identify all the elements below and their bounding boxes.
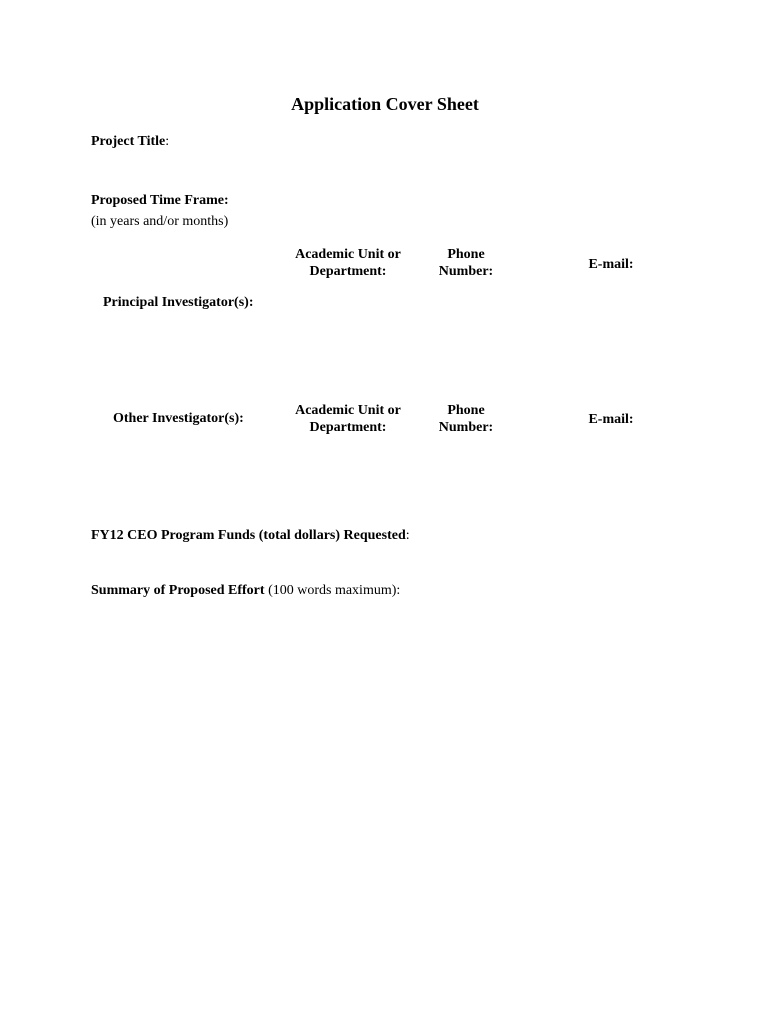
project-title-colon: : bbox=[165, 134, 170, 149]
time-frame-label: Proposed Time Frame: bbox=[91, 193, 229, 208]
other-unit-header-line2: Department: bbox=[309, 420, 387, 435]
summary-hint: (100 words maximum): bbox=[264, 583, 401, 598]
pi-email-header: E-mail: bbox=[588, 257, 634, 272]
principal-investigator-label: Principal Investigator(s): bbox=[103, 295, 254, 310]
other-phone-header bbox=[416, 402, 516, 436]
project-title-label: Project Title bbox=[91, 134, 166, 149]
time-frame-hint: (in years and/or months) bbox=[91, 214, 229, 229]
pi-phone-header-line1: Phone bbox=[447, 247, 485, 262]
project-title-field bbox=[91, 134, 169, 150]
pi-unit-header bbox=[268, 246, 428, 280]
funds-requested-label: FY12 CEO Program Funds (total dollars) Requested bbox=[91, 528, 406, 543]
other-phone-header-line2: Number: bbox=[438, 420, 494, 435]
other-unit-header-line1: Academic Unit or bbox=[295, 403, 401, 418]
pi-unit-header-line2: Department: bbox=[309, 264, 387, 279]
pi-phone-header bbox=[416, 246, 516, 280]
other-phone-header-line1: Phone bbox=[447, 403, 485, 418]
summary-field bbox=[91, 583, 400, 599]
funds-requested-colon: : bbox=[405, 528, 410, 543]
pi-unit-header-line1: Academic Unit or bbox=[295, 247, 401, 262]
page-title: Application Cover Sheet bbox=[291, 94, 479, 114]
other-investigator-label: Other Investigator(s): bbox=[113, 411, 244, 426]
other-email-header: E-mail: bbox=[588, 412, 634, 427]
funds-requested-field bbox=[91, 528, 410, 544]
other-unit-header bbox=[268, 402, 428, 436]
pi-phone-header-line2: Number: bbox=[438, 264, 494, 279]
summary-label: Summary of Proposed Effort bbox=[91, 583, 265, 598]
